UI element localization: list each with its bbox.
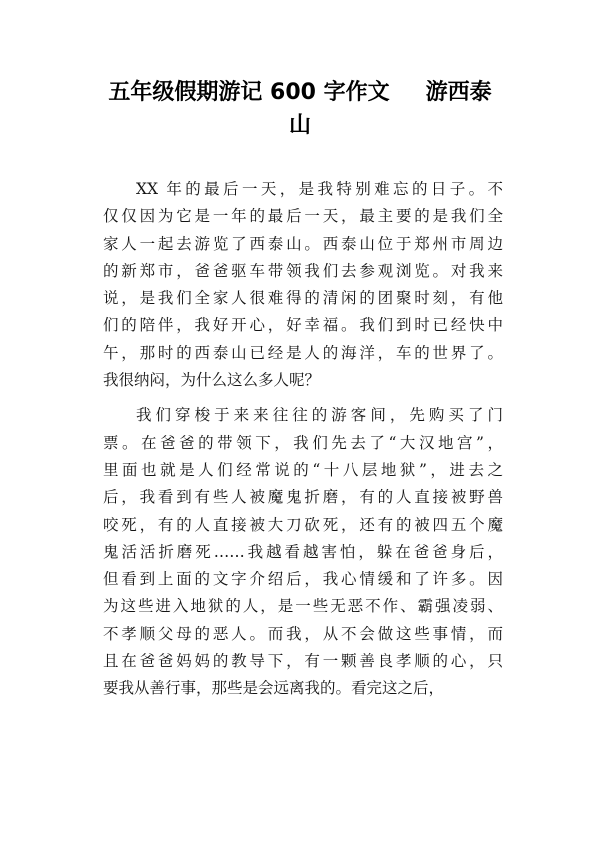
- paragraph-line: 不孝顺父母的恶人。而我，从不会做这些事情，而: [103, 624, 503, 643]
- paragraph-line: 仅仅因为它是一年的最后一天，最主要的是我们全: [103, 207, 503, 226]
- paragraph-line: XX 年的最后一天，是我特别难忘的日子。不: [136, 180, 503, 198]
- paragraph-line: 且在爸爸妈妈的教导下，有一颗善良孝顺的心，只: [103, 652, 503, 671]
- paragraph-line: 家人一起去游览了西泰山。西泰山位于郑州市周边: [103, 234, 503, 253]
- paragraph-line: 我们穿梭于来来往往的游客间，先购买了门: [136, 406, 503, 425]
- paragraph-line: 咬死，有的人直接被大刀砍死，还有的被四五个魔: [103, 515, 503, 534]
- paragraph-line: 要我从善行事，那些是会远离我的。看完这之后，: [103, 679, 445, 698]
- paragraph-2: [103, 402, 503, 702]
- essay-body: [103, 176, 503, 703]
- paragraph-line: 为这些进入地狱的人，是一些无恶不作、霸强凌弱、: [103, 597, 503, 616]
- title-main: 五年级假期游记 600 字作文: [108, 80, 390, 105]
- paragraph-line: 我很纳闷，为什么这么多人呢？: [103, 371, 321, 390]
- paragraph-spacer: [103, 394, 503, 402]
- paragraph-line: 午，那时的西泰山已经是人的海洋，车的世界了。: [103, 343, 503, 362]
- paragraph-line: 们的陪伴，我好开心，好幸福。我们到时已经快中: [103, 316, 503, 335]
- paragraph-line: 鬼活活折磨死……我越看越害怕，躲在爸爸身后，: [103, 542, 503, 561]
- paragraph-line: 后，我看到有些人被魔鬼折磨，有的人直接被野兽: [103, 488, 503, 507]
- paragraph-line: 的新郑市，爸爸驱车带领我们去参观浏览。对我来: [103, 261, 503, 280]
- title-second-line: 山: [288, 113, 311, 138]
- paragraph-line: 说，是我们全家人很难得的清闲的团聚时刻，有他: [103, 289, 503, 308]
- document-title: [90, 76, 510, 142]
- paragraph-line: 但看到上面的文字介绍后，我心情缓和了许多。因: [103, 570, 503, 589]
- paragraph-line: 票。在爸爸的带领下，我们先去了“大汉地宫”，: [103, 433, 503, 452]
- paragraph-1: [103, 176, 503, 394]
- title-tail: 游西泰: [425, 80, 492, 105]
- paragraph-line: 里面也就是人们经常说的“十八层地狱”，进去之: [103, 460, 503, 479]
